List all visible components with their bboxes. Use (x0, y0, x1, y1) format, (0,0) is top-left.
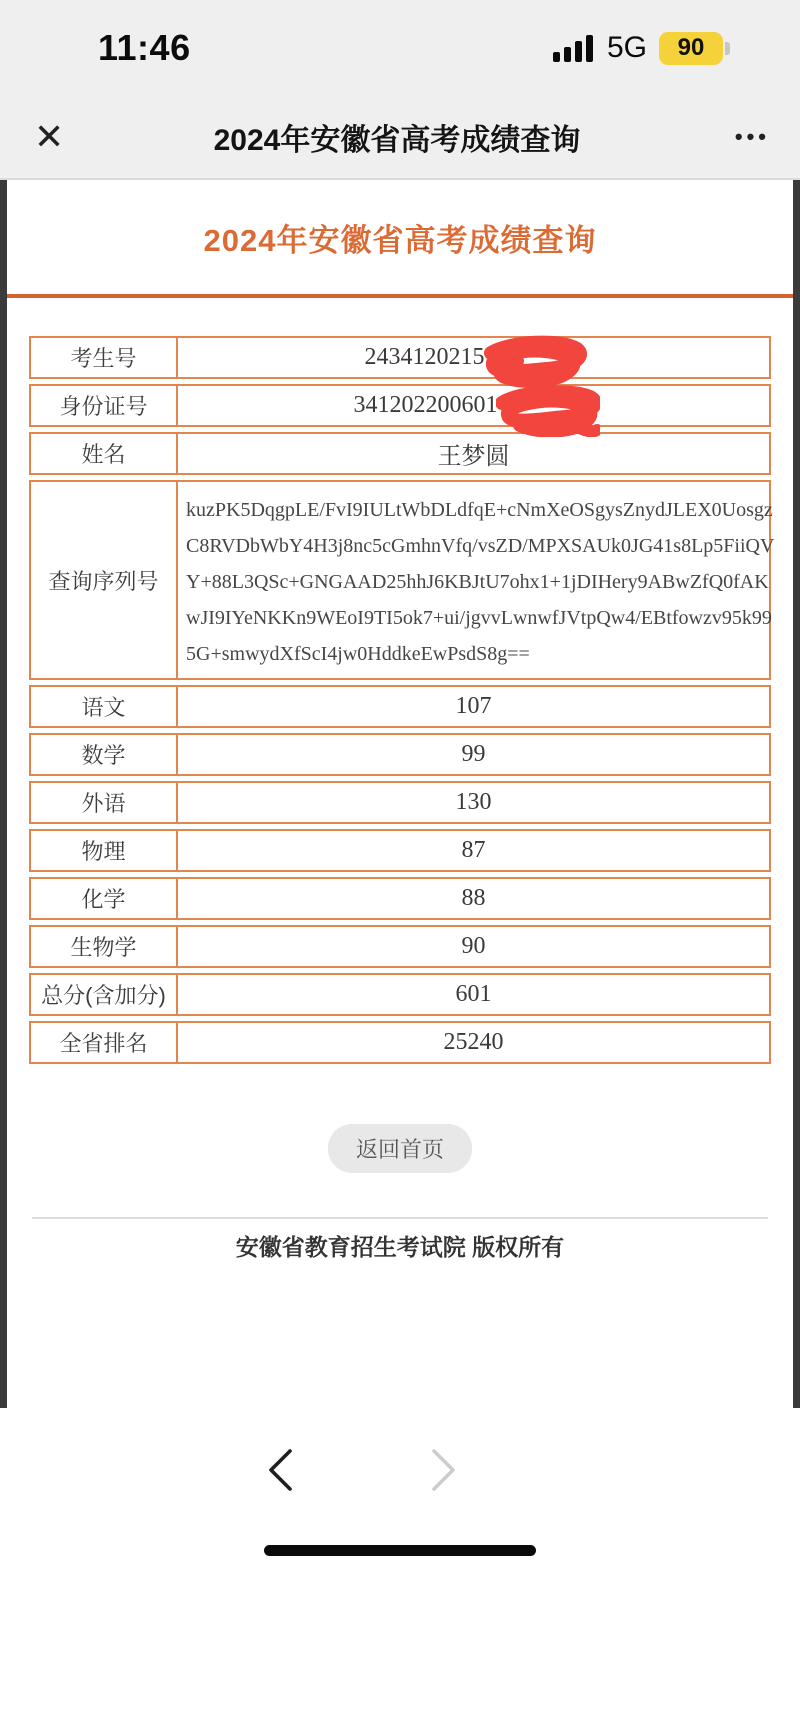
table-row (29, 925, 771, 968)
orange-divider (0, 294, 800, 298)
table-row (29, 733, 771, 776)
table-row (29, 1021, 771, 1064)
table-row (29, 973, 771, 1016)
row-value: 341202200601 5 (178, 386, 769, 425)
row-value: 25240 (443, 1029, 504, 1055)
row-label: 考生号 (31, 338, 178, 377)
row-label: 查询序列号 (31, 482, 178, 678)
browser-forward-chevron-icon[interactable] (424, 1446, 462, 1494)
row-label: 语文 (31, 687, 178, 726)
row-label: 姓名 (31, 434, 178, 473)
copyright-text: 安徽省教育招生考试院 版权所有 (235, 1234, 565, 1260)
row-value: kuzPK5DqgpLE/FvI9IULtWbDLdfqE+cNmXeOSgysZnydJLEX0Uosgz C8RVDbWbY4H3j8nc5cGmhnVfq/vsZD/MPXSAUk0JG41s8Lp5FiiQV Y+88L3QSc+GNGAAD25hhJ6KBJtU7ohx1+1jDIHery9ABwZfQ0fAK wJI9IYeNKKn9WEoI9TI5ok7+ui/jgvvLwnwfJVtpQw4/EBtfowzv95k99 5G+smwydXfScI4jw0HddkeEwPsdS8g== (186, 499, 775, 665)
score-table (29, 336, 775, 1064)
row-label: 身份证号 (31, 386, 178, 425)
page-left-edge (0, 180, 7, 1408)
footer-divider (32, 1217, 768, 1219)
table-row (29, 829, 771, 872)
page-right-edge (793, 180, 800, 1408)
row-value: 130 (455, 789, 492, 815)
page-heading: 2024年安徽省高考成绩查询 (203, 223, 597, 258)
battery-level: 90 (659, 32, 723, 65)
row-label: 化学 (31, 879, 178, 918)
table-row (29, 877, 771, 920)
row-label: 全省排名 (31, 1023, 178, 1062)
row-label: 外语 (31, 783, 178, 822)
row-value: 107 (455, 693, 492, 719)
status-bar (0, 0, 800, 96)
table-row (29, 384, 771, 427)
redaction-scribble (496, 381, 600, 437)
battery-nub (725, 42, 730, 55)
battery-icon (659, 32, 730, 65)
row-value: 87 (461, 837, 486, 863)
row-label: 总分(含加分) (31, 975, 178, 1014)
status-bar-right (553, 31, 730, 65)
row-label: 生物学 (31, 927, 178, 966)
table-row (29, 781, 771, 824)
row-value: 601 (455, 981, 492, 1007)
cellular-signal-icon (553, 34, 595, 62)
row-label: 物理 (31, 831, 178, 870)
close-icon[interactable]: ✕ (34, 116, 65, 157)
page-title-nav: 2024年安徽省高考成绩查询 (213, 124, 581, 157)
row-value: 王梦圆 (437, 444, 510, 470)
row-value: 90 (461, 933, 486, 959)
clock: 11:46 (98, 27, 191, 68)
row-value: 2434120215 (178, 338, 769, 377)
home-indicator[interactable] (264, 1545, 536, 1556)
back-home-button[interactable]: 返回首页 (328, 1124, 472, 1173)
row-label: 数学 (31, 735, 178, 774)
table-row (29, 336, 771, 379)
table-row (29, 685, 771, 728)
browser-back-chevron-icon[interactable] (262, 1446, 300, 1494)
row-value: 99 (461, 741, 486, 767)
webview-content (0, 180, 800, 1263)
more-options-icon[interactable]: ••• (734, 124, 770, 149)
table-row (29, 480, 775, 680)
nav-bar (0, 96, 800, 180)
row-value: 88 (461, 885, 486, 911)
table-row (29, 432, 771, 475)
network-type-label: 5G (606, 31, 647, 64)
